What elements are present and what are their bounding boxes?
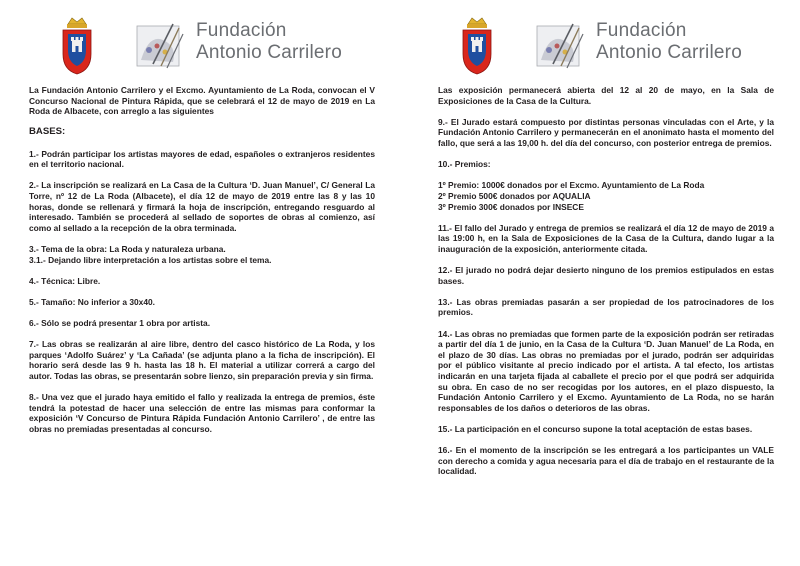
prize-2: 2º Premio 500€ donados por AQUALIA [438, 190, 591, 201]
intro-paragraph: La Fundación Antonio Carrilero y el Excmo. Ayuntamiento de La Roda, convocan el V Concurso Nacional de Pintura Rápida, que se celebrará el 12 de mayo de 2019 en La Roda de Albacete, con arreglo a las siguientes [29, 85, 375, 117]
exhibition-paragraph: Las exposición permanecerá abierta del 12 al 20 de mayo, en la Sala de Exposiciones de la Casa de la Cultura. [438, 85, 774, 106]
rule-1: 1.- Podrán participar los artistas mayores de edad, españoles o extranjeros residentes en el territorio nacional. [29, 148, 375, 170]
rule-3-1: 3.1.- Dejando libre interpretación a los artistas sobre el tema. [29, 254, 272, 265]
town-coat-of-arms-icon [460, 14, 494, 76]
bases-title: BASES: [29, 126, 66, 138]
prize-3: 3º Premio 300€ donados por INSECE [438, 201, 584, 212]
foundation-name [196, 20, 342, 64]
left-page-body [29, 85, 375, 435]
rule-5: 5.- Tamaño: No inferior a 30x40. [29, 296, 155, 307]
page-header [400, 6, 800, 86]
rule-15: 15.- La participación en el concurso supone la total aceptación de estas bases. [438, 424, 753, 434]
rule-12: 12.- El jurado no podrá dejar desierto ninguno de los premios estipulados en estas bases. [438, 265, 774, 286]
rule-9: 9.- El Jurado estará compuesto por distintas personas vinculadas con el Arte, y la Fundación Antonio Carrilero y permanecerán en el anonimato hasta el momento del fallo, que será a las 19,00 h. del día del concurso, con posterior entrega de premios. [438, 116, 774, 148]
rule-14: 14.- Las obras no premiadas que formen parte de la exposición podrán ser retiradas a partir del día 1 de junio, en la Casa de la Cultura ‘D. Juan Manuel’ de La Roda, en el plazo de 30 días. Las obras no premiadas por el jurado, podrán ser adquiridas por el público visitante al precio indicado por el artista. A tal efecto, los artistas indicarán en una tarjeta fijada al caballete el precio por el que podrá ser adquirida su obra. En caso de no ser recogidas por los autores, en el plazo dispuesto, la Fundación Antonio Carrilero y el Excmo. Ayuntamiento de La Roda, no se harán responsables de los daños o deterioros de las obras. [438, 328, 774, 413]
rule-10: 10.- Premios: [438, 159, 491, 170]
painter-palette-brushes-icon [533, 20, 589, 72]
foundation-name-line2: Antonio Carrilero [196, 42, 342, 63]
rule-7: 7.- Las obras se realizarán al aire libre, dentro del casco histórico de La Roda, y los parques ‘Adolfo Suárez’ y ‘La Cañada’ (se adjunta plano a la ficha de inscripción). El horario será desde las 9 h. hasta las 18 h. El material a utilizar correrá a cargo del autor. Todas las obras, se presentarán sobre lienzo, sin preparación previa y sin firma. [29, 339, 375, 382]
foundation-name-line1: Fundación [596, 20, 687, 41]
rule-16: 16.- En el momento de la inscripción se les entregará a los participantes un VALE con derecho a comida y agua necesaria para el día de trabajo en el restaurante de la localidad. [438, 445, 774, 477]
page-header [0, 6, 400, 86]
painter-palette-brushes-icon [133, 20, 189, 72]
town-coat-of-arms-icon [60, 14, 94, 76]
foundation-name-line1: Fundación [196, 20, 287, 41]
foundation-name [596, 20, 742, 64]
rule-4: 4.- Técnica: Libre. [29, 275, 101, 286]
right-page-body [438, 85, 774, 477]
rule-6: 6.- Sólo se podrá presentar 1 obra por artista. [29, 318, 211, 329]
prize-1: 1º Premio: 1000€ donados por el Excmo. Ayuntamiento de La Roda [438, 180, 705, 191]
rule-3: 3.- Tema de la obra: La Roda y naturaleza urbana. [29, 243, 226, 254]
rule-13: 13.- Las obras premiadas pasarán a ser propiedad de los patrocinadores de los premios. [438, 296, 774, 318]
right-page [400, 0, 800, 566]
rule-8: 8.- Una vez que el jurado haya emitido el fallo y realizada la entrega de premios, éste tendrá la potestad de hacer una selección de entre las mismas para conformar la exposición ‘V Concurso de Pintura Rápida Fundación Antonio Carrilero’ , de entre las obras no premiadas presentadas al concurso. [29, 392, 375, 434]
rule-11: 11.- El fallo del Jurado y entrega de premios se realizará el día 12 de mayo de 2019 a las 19:00 h, en la Sala de Exposiciones de la Casa de la Cultura, dando lugar a la inauguración de la exposición, anteriormente citada. [438, 222, 774, 254]
rule-2: 2.- La inscripción se realizará en La Casa de la Cultura ‘D. Juan Manuel’, C/ General La Torre, nº 12 de La Roda (Albacete), el día 12 de mayo de 2019 entre las 8 y las 10 horas, donde se rellenará y firmará la hoja de inscripción, entregando resguardo al interesado. También se procederá al sellado de soportes de obras al comienzo, así como al sellado a la recepción de la obra terminada. [29, 180, 375, 233]
foundation-name-line2: Antonio Carrilero [596, 42, 742, 63]
